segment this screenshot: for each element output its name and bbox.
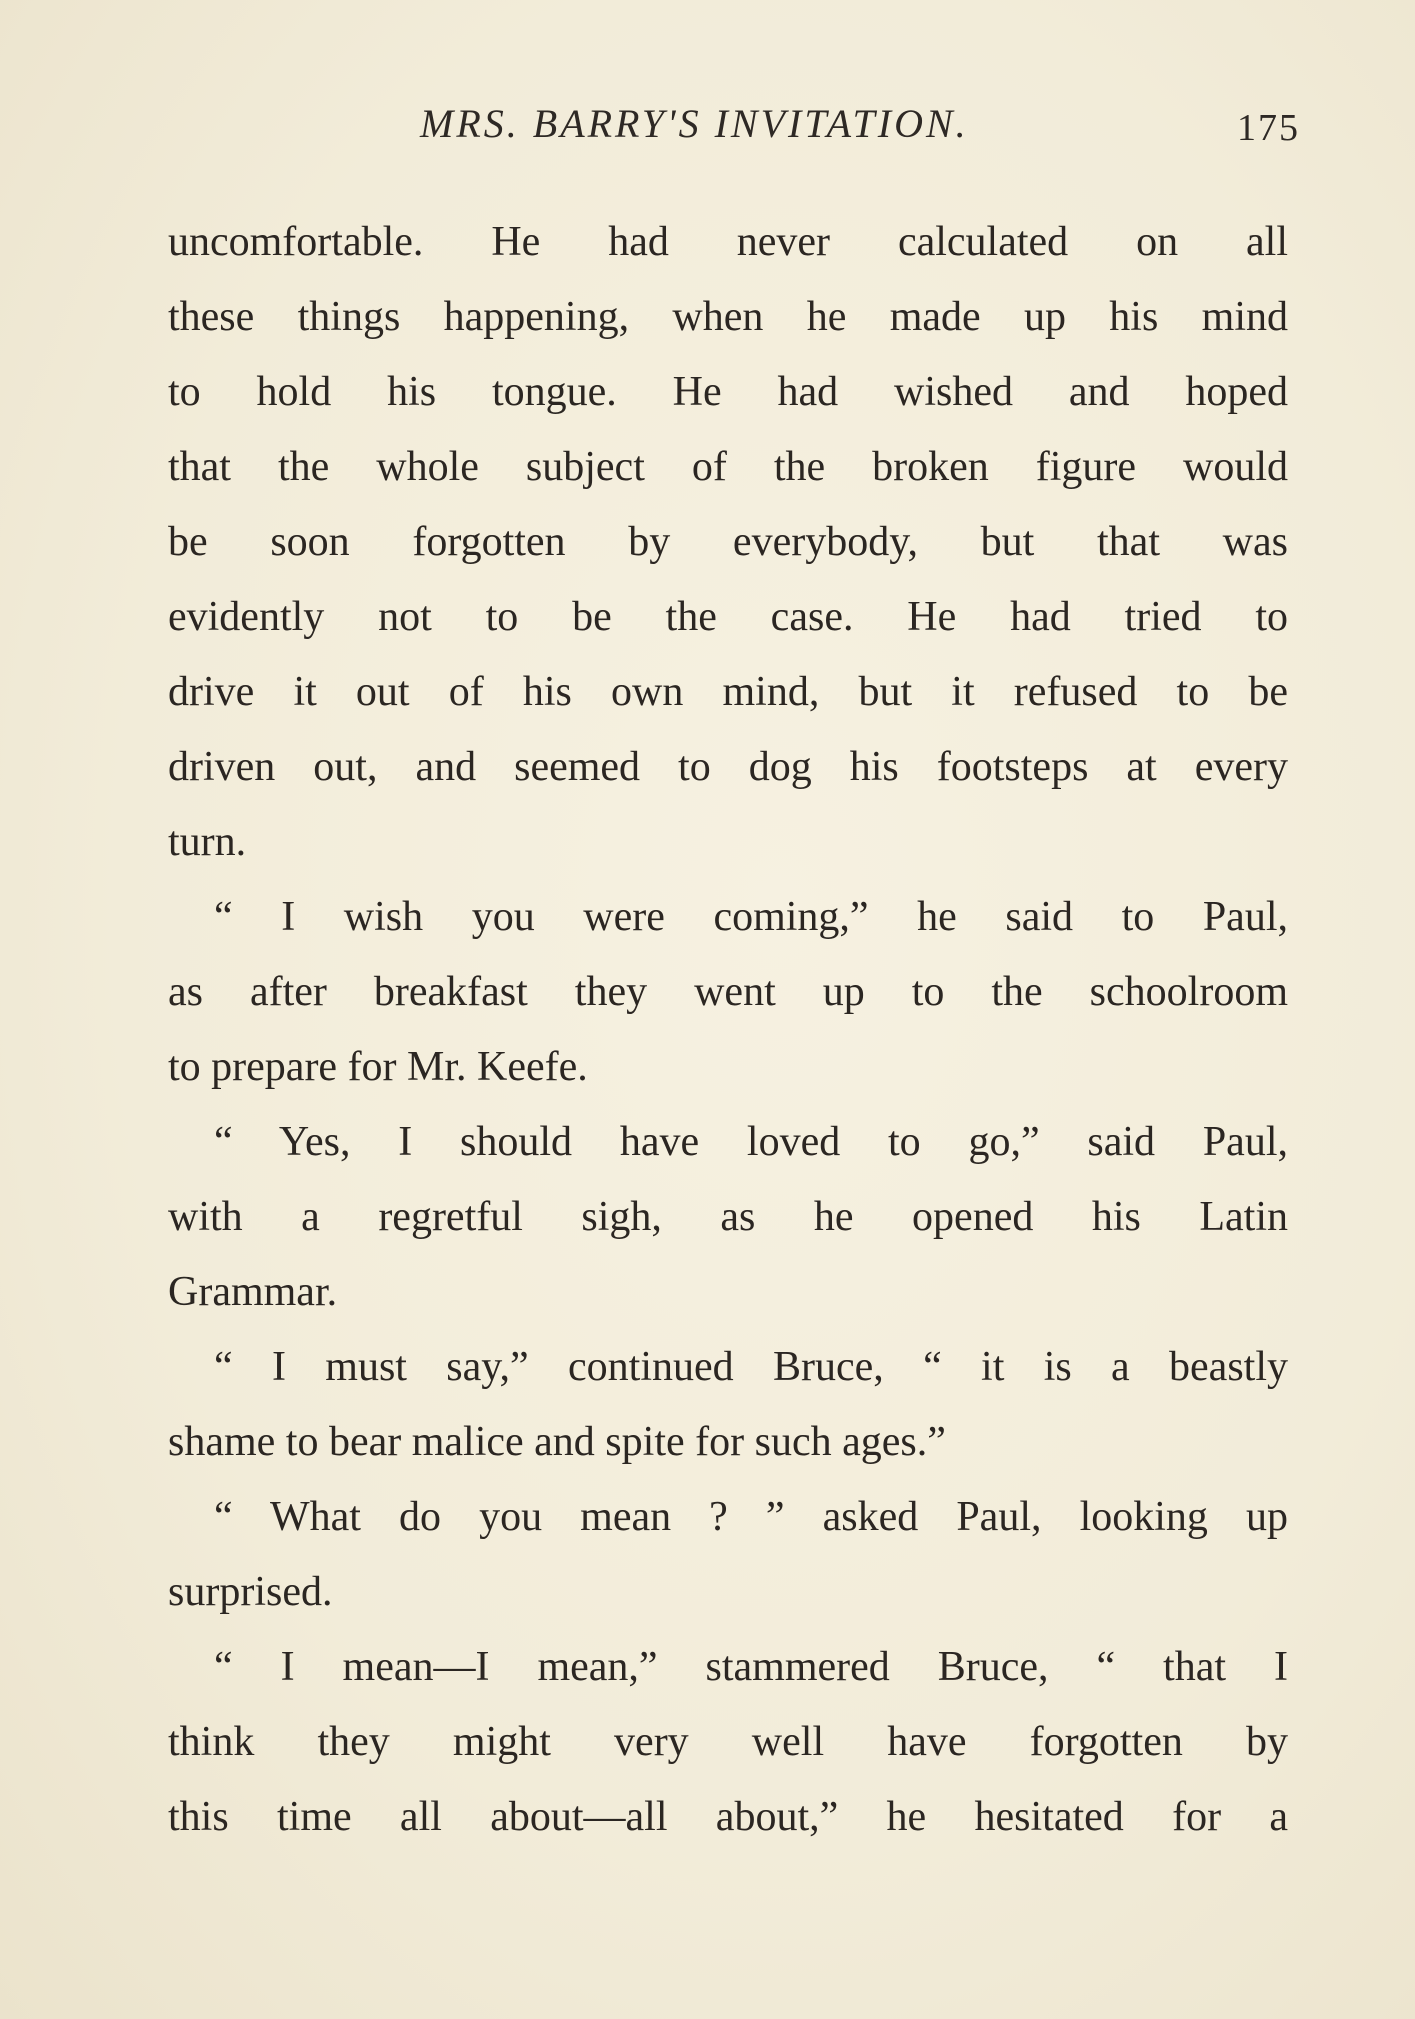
page-number: 175 xyxy=(1237,107,1300,149)
text-line: “ Yes, I should have loved to go,” said Paul, xyxy=(214,1119,1288,1165)
text-line: that the whole subject of the broken figure would xyxy=(168,444,1288,490)
text-line: drive it out of his own mind, but it refused to be xyxy=(168,669,1288,715)
text-line: as after breakfast they went up to the schoolroom xyxy=(168,969,1288,1015)
text-line: “ I wish you were coming,” he said to Paul, xyxy=(214,894,1288,940)
body-text xyxy=(168,205,1288,1855)
text-line: this time all about—all about,” he hesitated for a xyxy=(168,1794,1288,1840)
text-line: evidently not to be the case. He had tried to xyxy=(168,594,1288,640)
text-line: uncomfortable. He had never calculated on all xyxy=(168,219,1288,265)
text-line: think they might very well have forgotten by xyxy=(168,1719,1288,1765)
text-line: turn. xyxy=(168,819,247,865)
text-line: Grammar. xyxy=(168,1269,338,1315)
text-line: “ I mean—I mean,” stammered Bruce, “ that I xyxy=(214,1644,1288,1690)
text-line: “ What do you mean ? ” asked Paul, looking up xyxy=(214,1494,1288,1540)
text-line: these things happening, when he made up his mind xyxy=(168,294,1288,340)
running-title: MRS. BARRY'S INVITATION. xyxy=(420,101,969,146)
text-line: shame to bear malice and spite for such ages.” xyxy=(168,1419,946,1465)
text-line: be soon forgotten by everybody, but that was xyxy=(168,519,1288,565)
text-line: driven out, and seemed to dog his footsteps at every xyxy=(168,744,1288,790)
text-line: “ I must say,” continued Bruce, “ it is a beastly xyxy=(214,1344,1288,1390)
text-line: with a regretful sigh, as he opened his Latin xyxy=(168,1194,1288,1240)
text-line: surprised. xyxy=(168,1569,333,1615)
running-head xyxy=(160,100,1300,160)
text-line: to prepare for Mr. Keefe. xyxy=(168,1044,588,1090)
text-line: to hold his tongue. He had wished and hoped xyxy=(168,369,1288,415)
